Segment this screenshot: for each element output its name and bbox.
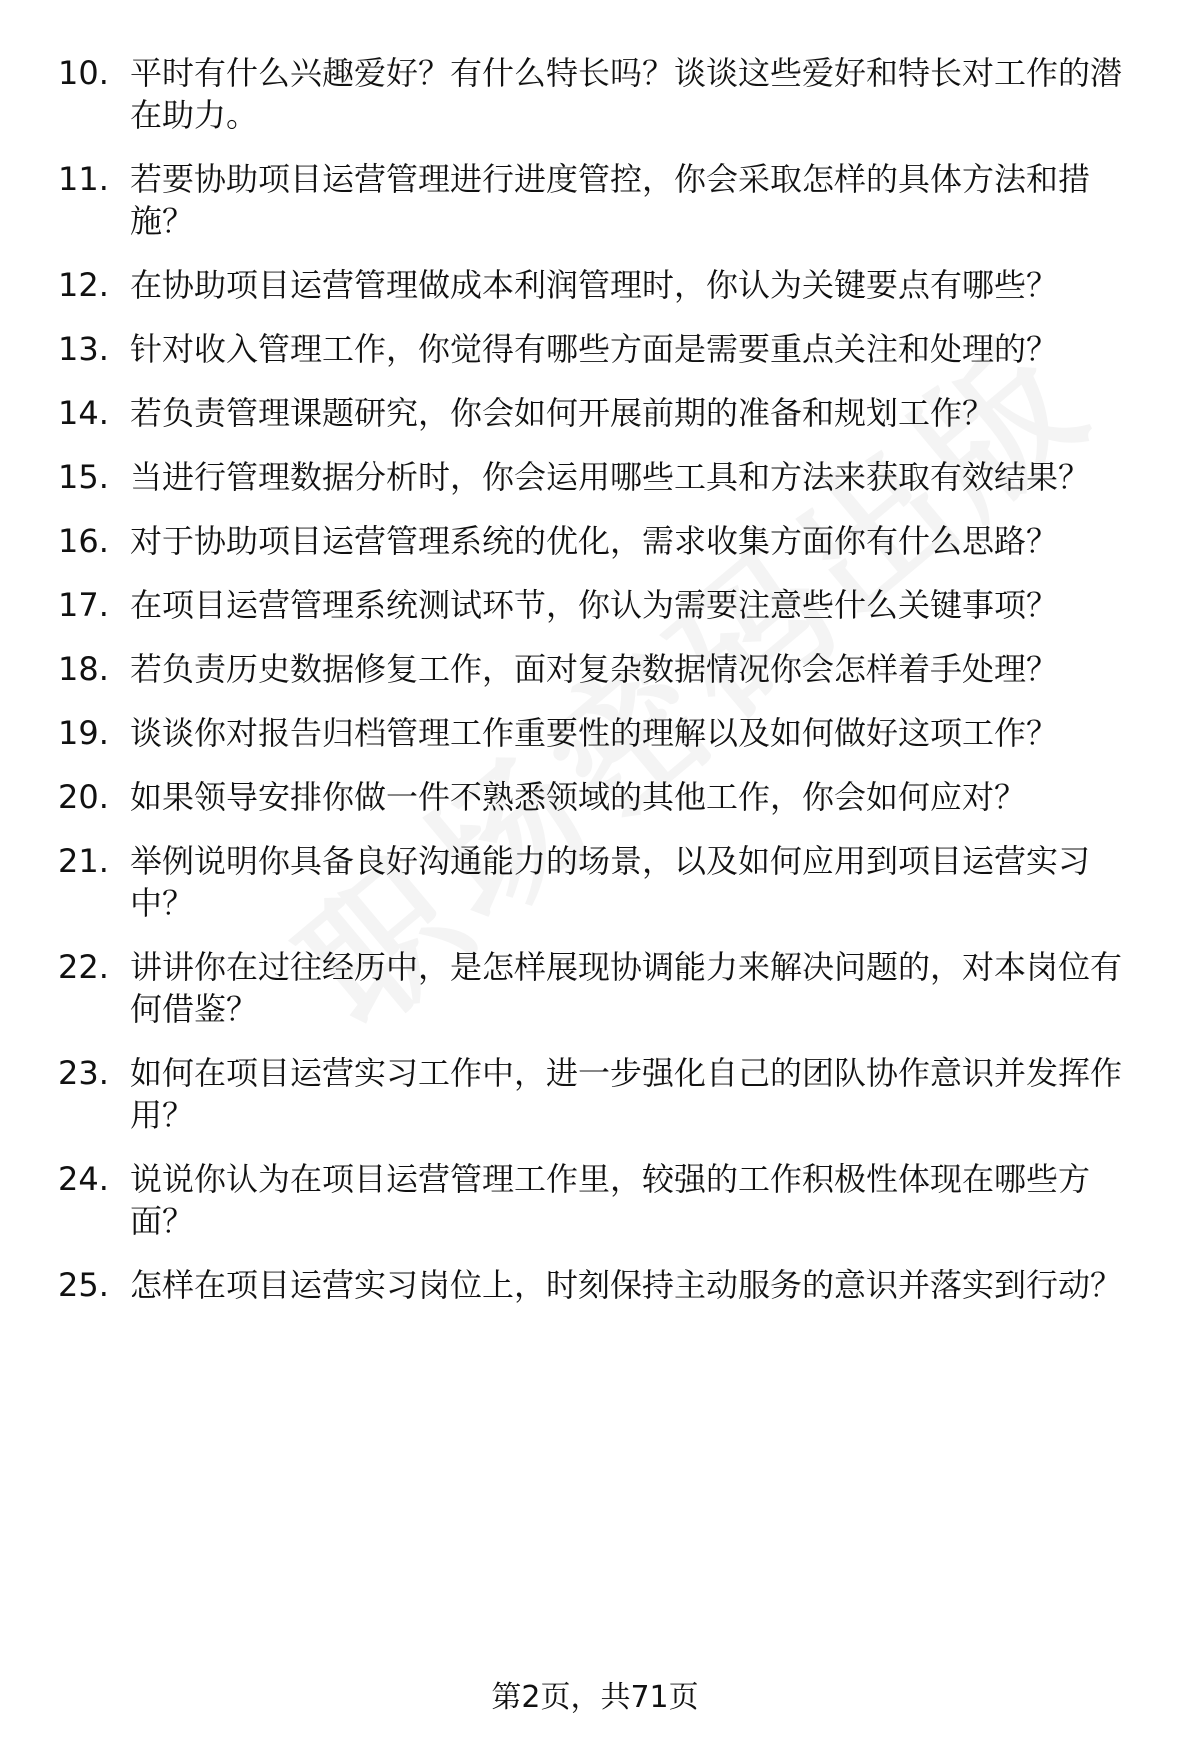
question-number: 25. xyxy=(58,1266,109,1304)
question-number: 12. xyxy=(58,266,109,304)
question-text: 谈谈你对报告归档管理工作重要性的理解以及如何做好这项工作？ xyxy=(130,714,1059,752)
list-item xyxy=(0,456,1190,498)
question-text: 对于协助项目运营管理系统的优化，需求收集方面你有什么思路？ xyxy=(130,522,1059,560)
question-number: 14. xyxy=(58,394,109,432)
list-item xyxy=(0,520,1190,562)
question-text: 在协助项目运营管理做成本利润管理时，你认为关键要点有哪些？ xyxy=(130,266,1059,304)
question-text: 若负责历史数据修复工作，面对复杂数据情况你会怎样着手处理？ xyxy=(130,650,1059,688)
list-item xyxy=(0,392,1190,434)
question-number: 15. xyxy=(58,458,109,496)
list-item xyxy=(0,946,1190,1030)
list-item xyxy=(0,1158,1190,1242)
question-number: 16. xyxy=(58,522,109,560)
list-item xyxy=(0,328,1190,370)
question-list xyxy=(0,52,1190,1328)
question-number: 13. xyxy=(58,330,109,368)
question-text: 当进行管理数据分析时，你会运用哪些工具和方法来获取有效结果？ xyxy=(130,458,1091,496)
question-text: 讲讲你在过往经历中，是怎样展现协调能力来解决问题的，对本岗位有何借鉴？ xyxy=(130,948,1123,1028)
list-item xyxy=(0,712,1190,754)
list-item xyxy=(0,840,1190,924)
list-item xyxy=(0,584,1190,626)
question-number: 17. xyxy=(58,586,109,624)
question-number: 11. xyxy=(58,160,109,198)
list-item xyxy=(0,776,1190,818)
question-text: 平时有什么兴趣爱好？有什么特长吗？谈谈这些爱好和特长对工作的潜在助力。 xyxy=(130,54,1123,134)
question-text: 在项目运营管理系统测试环节，你认为需要注意些什么关键事项？ xyxy=(130,586,1059,624)
question-number: 10. xyxy=(58,54,109,92)
question-text: 针对收入管理工作，你觉得有哪些方面是需要重点关注和处理的？ xyxy=(130,330,1059,368)
question-number: 24. xyxy=(58,1160,109,1198)
question-text: 说说你认为在项目运营管理工作里，较强的工作积极性体现在哪些方面？ xyxy=(130,1160,1091,1240)
question-number: 20. xyxy=(58,778,109,816)
question-number: 19. xyxy=(58,714,109,752)
question-text: 举例说明你具备良好沟通能力的场景，以及如何应用到项目运营实习中？ xyxy=(130,842,1091,922)
question-text: 怎样在项目运营实习岗位上，时刻保持主动服务的意识并落实到行动？ xyxy=(130,1266,1123,1304)
question-text: 如何在项目运营实习工作中，进一步强化自己的团队协作意识并发挥作用？ xyxy=(130,1054,1123,1134)
question-text: 如果领导安排你做一件不熟悉领域的其他工作，你会如何应对？ xyxy=(130,778,1027,816)
question-number: 18. xyxy=(58,650,109,688)
question-number: 23. xyxy=(58,1054,109,1092)
question-text: 若要协助项目运营管理进行进度管控，你会采取怎样的具体方法和措施？ xyxy=(130,160,1091,240)
question-text: 若负责管理课题研究，你会如何开展前期的准备和规划工作？ xyxy=(130,394,995,432)
list-item xyxy=(0,264,1190,306)
page-footer: 第2页，共71页 xyxy=(491,1680,699,1715)
list-item xyxy=(0,1264,1190,1306)
question-number: 21. xyxy=(58,842,109,880)
list-item xyxy=(0,158,1190,242)
question-number: 22. xyxy=(58,948,109,986)
list-item xyxy=(0,1052,1190,1136)
list-item xyxy=(0,52,1190,136)
list-item xyxy=(0,648,1190,690)
